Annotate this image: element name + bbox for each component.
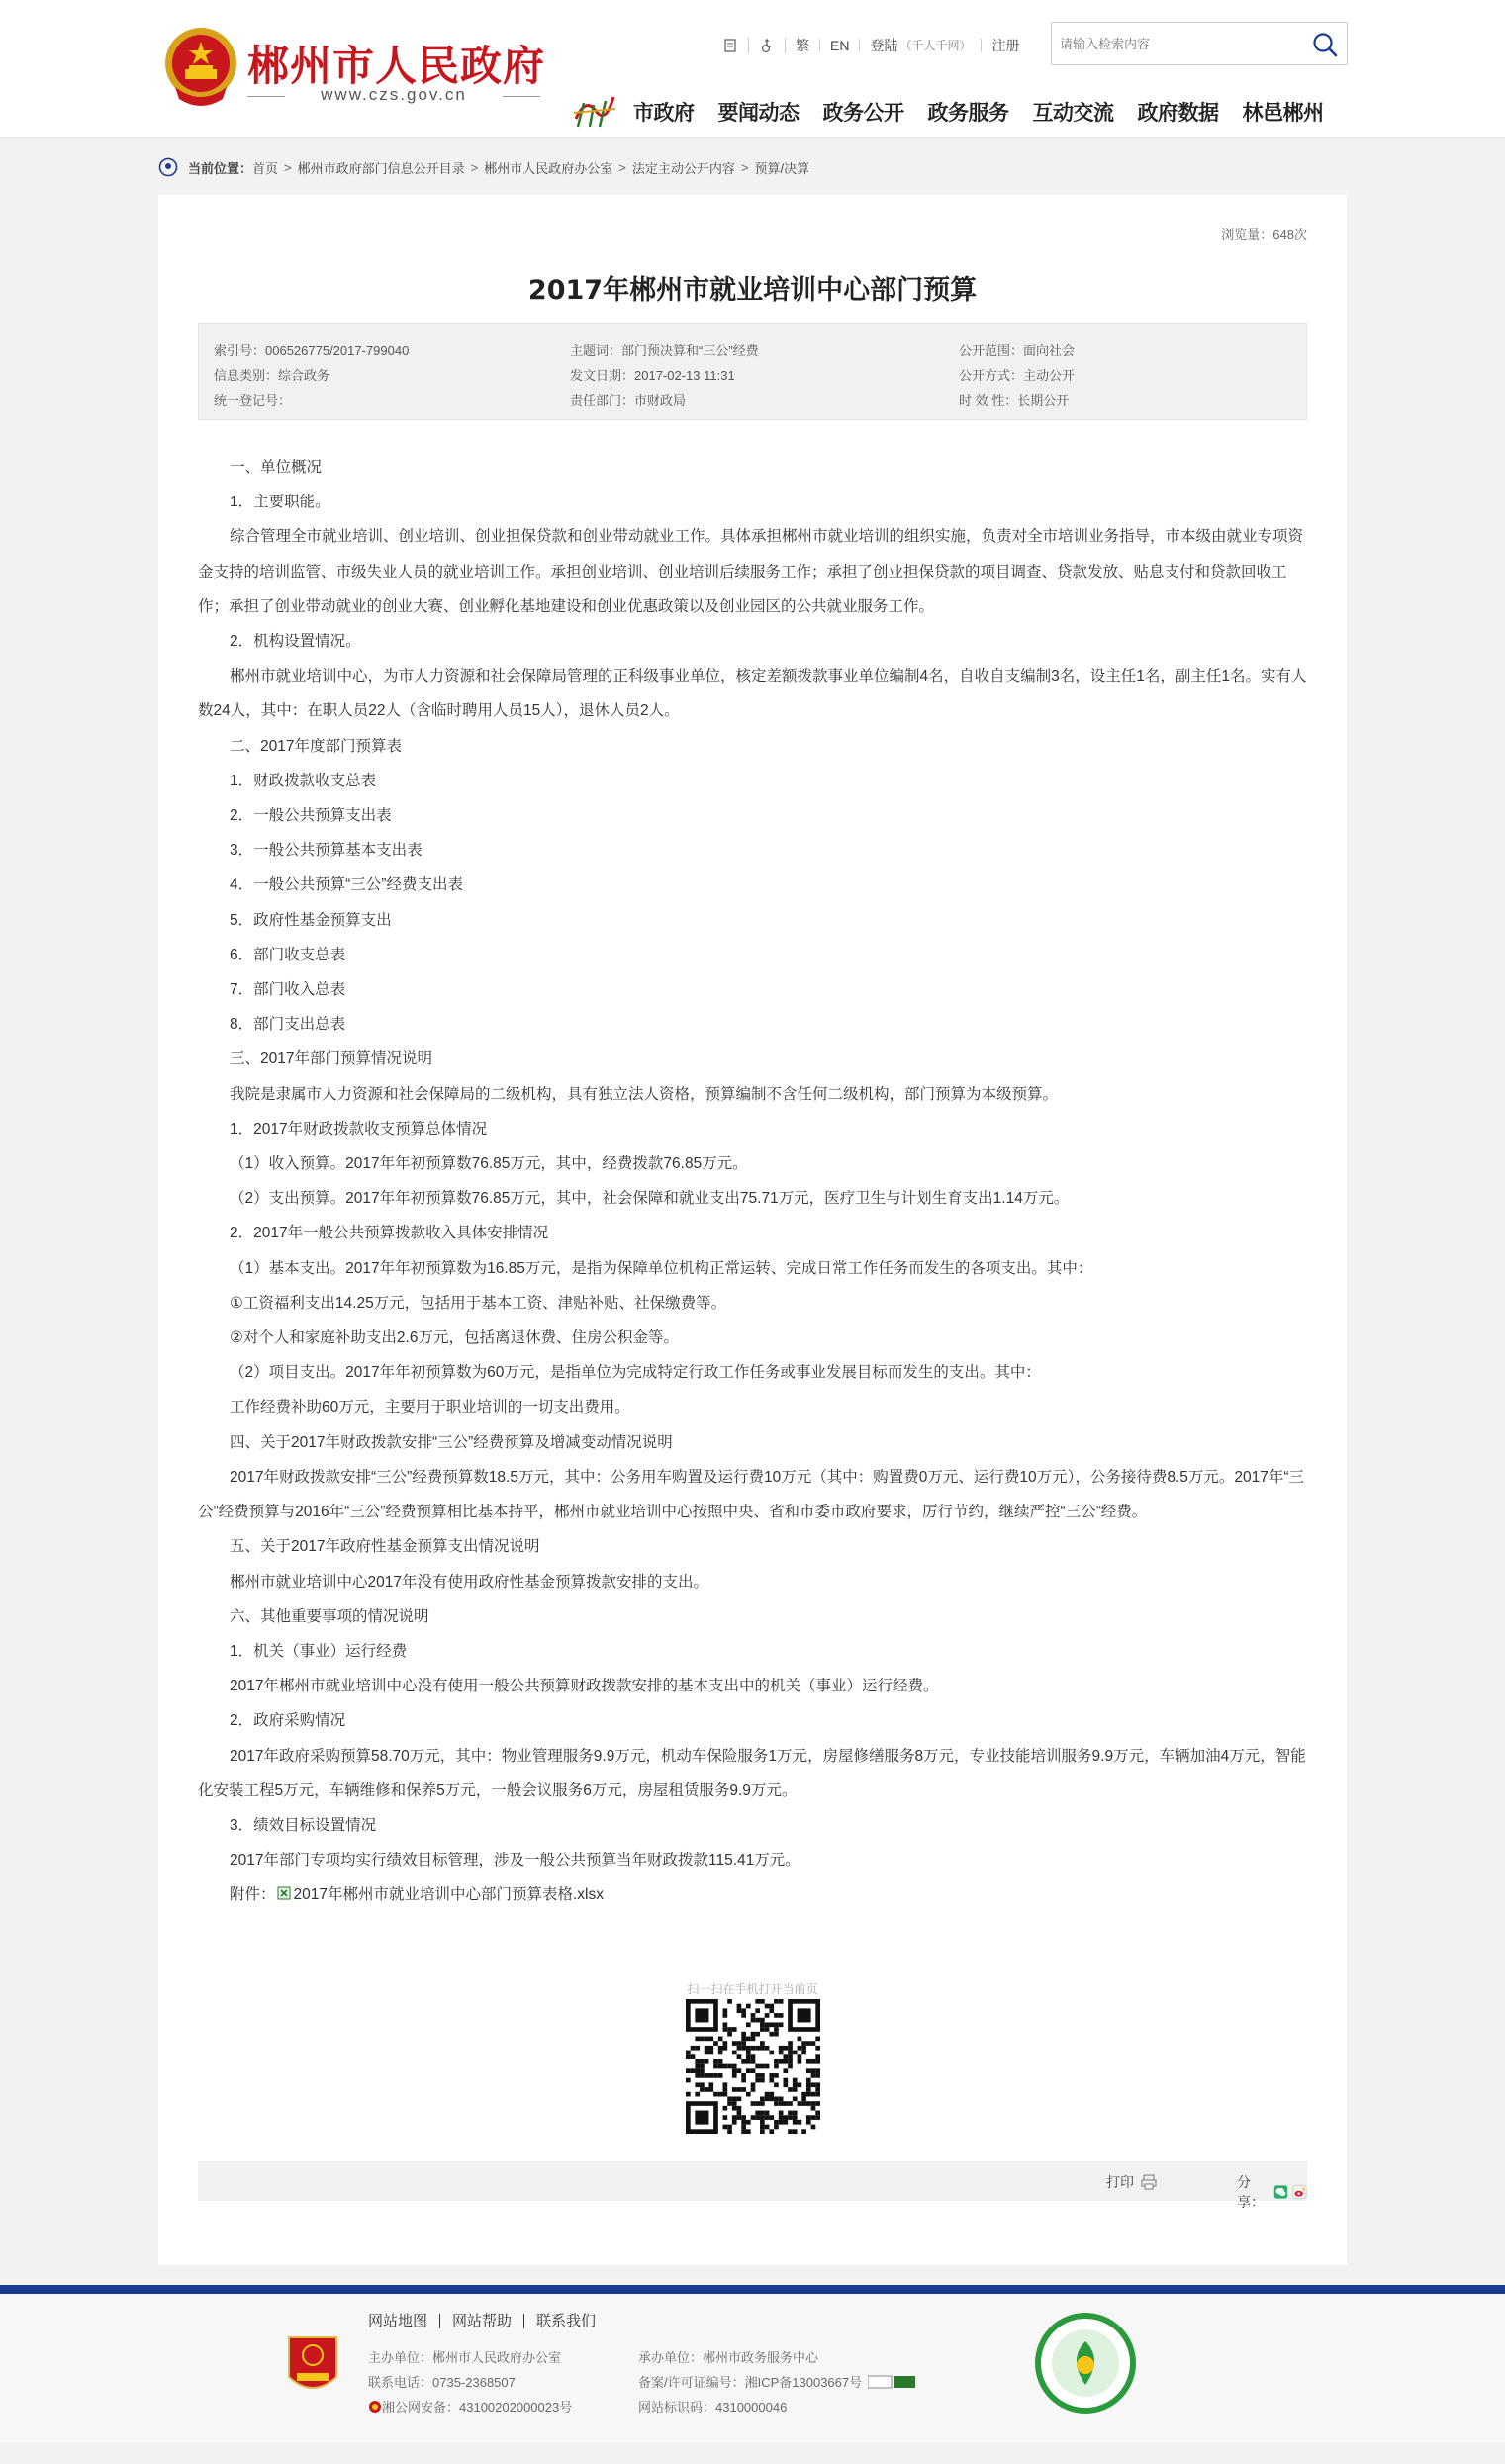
login-label: 登陆 [870,38,898,53]
footer-sponsor: 主办单位：郴州市人民政府办公室 [368,2350,562,2365]
printer-icon [1140,2173,1158,2191]
footer-site-code: 网站标识码：4310000046 [638,2400,788,2415]
share-label: 分享： [1237,2174,1265,2210]
footer-divider [0,2285,1505,2294]
breadcrumb-item[interactable]: 郴州市政府部门信息公开目录 [297,160,465,176]
national-emblem-icon[interactable] [161,26,240,111]
top-toolbar [712,36,1029,55]
nav-item-gov-data[interactable]: 政府数据 [1137,101,1219,125]
traditional-chinese-link[interactable]: 繁 [786,39,820,52]
site-title[interactable]: 郴州市人民政府 [247,42,546,90]
breadcrumb-separator: > [740,159,749,175]
meta-index-no: 索引号：006526775/2017-799040 [214,343,410,358]
article-paragraph: 4．一般公共预算“三公”经费支出表 [230,876,463,894]
article-paragraph: ①工资福利支出14.25万元，包括用于基本工资、津贴补贴、社保缴费等。 [230,1294,727,1312]
nav-item-gov-affairs-open[interactable]: 政务公开 [822,101,904,125]
article-paragraph: 我院是隶属市人力资源和社会保障局的二级机构，具有独立法人资格，预算编制不含任何二级机构，部门预算为本级预算。 [230,1085,1059,1103]
article-paragraph: 2．一般公共预算支出表 [230,807,392,825]
breadcrumb-item[interactable]: 首页 [252,160,279,176]
login-link[interactable] [860,39,982,52]
site-header [0,0,1505,138]
civilized-city-badge-icon[interactable] [1034,2312,1138,2416]
meta-category: 信息类别：综合政务 [214,368,330,383]
breadcrumb-item[interactable]: 法定主动公开内容 [631,160,735,176]
article-paragraph: 2．机构设置情况。 [230,633,361,651]
article-paragraph: 3．一般公共预算基本支出表 [230,842,423,860]
footer-icp[interactable] [638,2372,917,2391]
attachment-label: 附件： [230,1886,276,1904]
footer-link-contact[interactable]: 联系我们 [523,2314,608,2328]
party-gov-badge-icon[interactable] [285,2333,340,2399]
footer-police-text: 湘公网安备：43100202000023号 [382,2400,573,2415]
print-label: 打印 [1106,2174,1134,2190]
article-paragraph: 2017年部门专项均实行绩效目标管理，涉及一般公共预算当年财政拨款115.41万元。 [230,1852,800,1870]
article-paragraph: （2）项目支出。2017年年初预算数为60万元，是指单位为完成特定行政工作任务或事业发展目标而发生的支出。其中： [230,1364,1041,1382]
footer-phone: 联系电话：0735-2368507 [368,2375,516,2390]
article-paragraph: 2．政府采购情况 [230,1712,346,1730]
accessibility-mode-link[interactable] [749,38,786,53]
qr-label: 扫一扫在手机打开当前页 [687,1982,818,1996]
paragraph-list [198,450,1307,1877]
breadcrumb-separator: > [284,159,292,175]
nav-item-gov-services[interactable]: 政务服务 [927,101,1009,125]
document-metadata [198,323,1307,420]
article-paragraph: 1．财政拨款收支总表 [230,772,377,789]
article-paragraph: （2）支出预算。2017年年初预算数76.85万元，其中，社会保障和就业支出75.71万元，医疗卫生与计划生育支出1.14万元。 [230,1190,1070,1208]
view-count: 浏览量：648次 [1221,228,1307,242]
search-input[interactable] [1060,31,1297,56]
article-panel [158,195,1347,2265]
meta-subject: 主题词：部门预决算和“三公”经费 [570,343,759,358]
login-note: （千人千网） [899,39,972,52]
article-paragraph: （1）收入预算。2017年年初预算数76.85万元，其中，经费拨款76.85万元。 [230,1155,748,1173]
share-group [1237,2172,1307,2212]
article-paragraph: 二、2017年度部门预算表 [230,737,402,755]
location-pin-icon [158,157,178,177]
article-paragraph: 5．政府性基金预算支出 [230,911,392,929]
accessibility-reader-link[interactable] [712,38,749,53]
wheelchair-icon [759,38,775,53]
article-paragraph: 四、关于2017年财政拨款安排“三公”经费预算及增减变动情况说明 [230,1433,673,1451]
page-title: 2017年郴州市就业培训中心部门预算 [527,275,978,306]
article-paragraph: 2017年财政拨款安排“三公”经费预算数18.5万元，其中：公务用车购置及运行费10万元（其中：购置费0万元、运行费10万元），公务接待费8.5万元。2017年“三公”经费预算与2016年“三公”经费预算相比基本持平，郴州市就业培训中心按照中央、省和市委市政府要求，厉行节约，继续严控“三公”经费。 [198,1468,1305,1521]
breadcrumb [158,156,809,178]
site-footer [0,2294,1505,2442]
article-paragraph: 6．部门收支总表 [230,946,346,963]
article-paragraph: 工作经费补助60万元，主要用于职业培训的一切支出费用。 [230,1399,630,1416]
article-paragraph: 2．2017年一般公共预算拨款收入具体安排情况 [230,1225,549,1242]
footer-icp-text: 备案/许可证编号：湘ICP备13003667号 [638,2375,863,2390]
breadcrumb-prefix: 当前位置： [188,160,253,176]
article-paragraph: 1．主要职能。 [230,494,330,511]
meta-scope: 公开范围：面向社会 [959,343,1076,358]
excel-file-icon [276,1885,292,1901]
police-badge-icon [368,2400,382,2414]
attachment-line [198,1877,1307,1912]
meta-publish-date: 发文日期：2017-02-13 11:31 [570,368,735,383]
meta-validity: 时 效 性：长期公开 [959,393,1070,408]
meta-method: 公开方式：主动公开 [959,368,1076,383]
share-bar [198,2161,1307,2210]
footer-links [368,2314,608,2328]
article-paragraph: （1）基本支出。2017年年初预算数为16.85万元，是指为保障单位机构正常运转、完成日常工作任务而发生的各项支出。其中： [230,1259,1093,1277]
article-paragraph: 三、2017年部门预算情况说明 [230,1050,432,1068]
site-domain: www.czs.gov.cn [247,85,540,105]
article-paragraph: 郴州市就业培训中心2017年没有使用政府性基金预算拨款安排的支出。 [230,1573,708,1591]
nav-item-city-government[interactable]: 市政府 [633,101,695,125]
article-paragraph: 8．部门支出总表 [230,1016,346,1034]
nav-item-linyi-chenzhou[interactable]: 林邑郴州 [1242,101,1324,125]
register-link[interactable]: 注册 [991,38,1020,53]
search-box [1051,22,1348,65]
icp-badge-icon [868,2375,917,2389]
meta-unified-no: 统一登记号： [214,393,292,408]
footer-link-sitemap[interactable]: 网站地图 [368,2313,428,2329]
footer-organizer: 承办单位：郴州市政务服务中心 [638,2350,819,2365]
article-paragraph: 2017年郴州市就业培训中心没有使用一般公共预算财政拨款安排的基本支出中的机关（事业）运行经费。 [230,1678,939,1695]
search-icon[interactable] [1311,31,1339,58]
article-paragraph: 1．2017年财政拨款收支预算总体情况 [230,1120,488,1138]
breadcrumb-separator: > [618,159,626,175]
article-paragraph: 综合管理全市就业培训、创业培训、创业担保贷款和创业带动就业工作。具体承担郴州市就业培训的组织实施，负责对全市培训业务指导，市本级由就业专项资金支持的培训监管、市级失业人员的就业培训工作。承担创业培训、创业培训后续服务工作；承担了创业担保贷款的项目调查、贷款发放、贴息支付和贷款回收工作；承担了创业带动就业的创业大赛、创业孵化基地建设和创业优惠政策以及创业园区的公共就业服务工作。 [198,528,1304,615]
nav-logo-icon [572,89,617,131]
breadcrumb-separator: > [470,159,479,175]
article-paragraph: 2017年政府采购预算58.70万元，其中：物业管理服务9.9万元，机动车保险服务1万元，房屋修缮服务8万元，专业技能培训服务9.9万元，车辆加油4万元，智能化安装工程5万元，车辆维修和保养5万元，一般会议服务6万元，房屋租赁服务9.9万元。 [198,1747,1306,1799]
meta-dept: 责任部门：市财政局 [570,393,687,408]
reader-icon [722,38,738,53]
breadcrumb-item[interactable]: 预算/决算 [754,160,810,176]
article-paragraph: 五、关于2017年政府性基金预算支出情况说明 [230,1538,540,1556]
main-nav [633,97,1348,127]
attachment-link[interactable]: 2017年郴州市就业培训中心部门预算表格.xlsx [293,1886,604,1904]
article-paragraph: 郴州市就业培训中心，为市人力资源和社会保障局管理的正科级事业单位，核定差额拨款事业单位编制4名，自收自支编制3名，设主任1名，副主任1名。实有人数24人，其中：在职人员22人（含临时聘用人员15人），退休人员2人。 [198,668,1307,720]
article-paragraph: 一、单位概况 [230,459,323,476]
nav-item-news[interactable]: 要闻动态 [717,101,800,125]
english-link[interactable]: EN [820,39,860,52]
article-paragraph: 3．绩效目标设置情况 [230,1816,377,1834]
print-button[interactable] [1106,2172,1158,2192]
qr-code-icon [686,1999,820,2134]
article-paragraph: 1．机关（事业）运行经费 [230,1642,408,1660]
weibo-icon[interactable] [1292,2183,1307,2201]
nav-item-interaction[interactable]: 互动交流 [1032,101,1114,125]
wechat-icon[interactable] [1273,2183,1288,2201]
article-body [198,450,1307,1913]
article-paragraph: ②对个人和家庭补助支出2.6万元，包括离退休费、住房公积金等。 [230,1329,679,1347]
footer-link-help[interactable]: 网站帮助 [439,2314,523,2328]
breadcrumb-item[interactable]: 郴州市人民政府办公室 [484,160,613,176]
article-paragraph: 7．部门收入总表 [230,981,346,999]
article-paragraph: 六、其他重要事项的情况说明 [230,1607,429,1625]
footer-police-record[interactable] [368,2397,572,2416]
